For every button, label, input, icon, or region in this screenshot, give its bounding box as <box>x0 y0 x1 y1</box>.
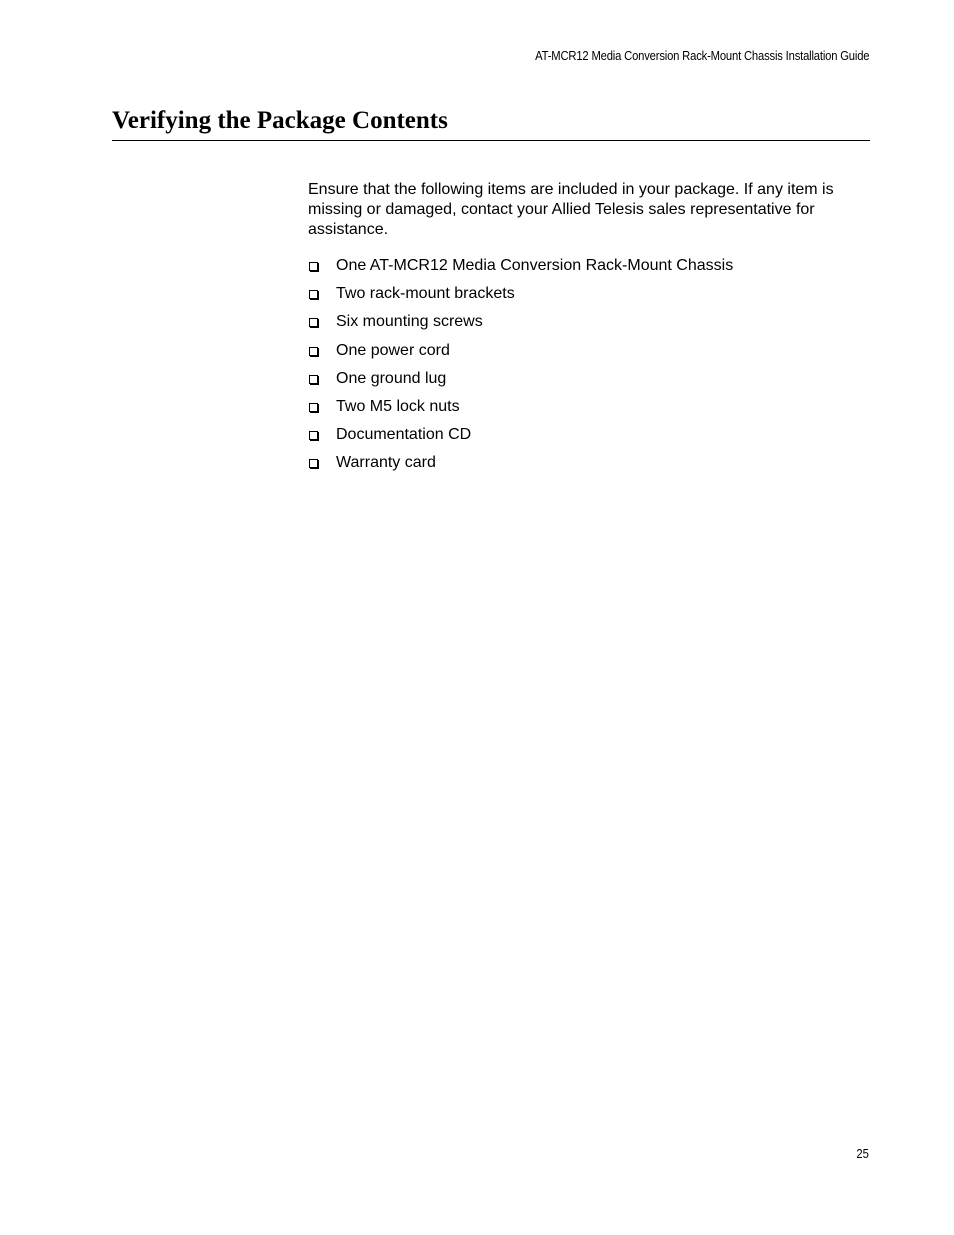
list-item-label: Documentation CD <box>336 426 472 444</box>
list-item <box>308 367 868 395</box>
list-item-label: One AT-MCR12 Media Conversion Rack-Mount Chassis <box>336 257 734 274</box>
intro-paragraph: Ensure that the following items are included in your package. If any item is missing or damaged, contact your Allied Telesis sales representative for assistance. <box>308 181 834 238</box>
list-item <box>308 310 868 338</box>
list-item <box>308 451 868 479</box>
list-item <box>308 423 868 451</box>
package-contents-list <box>308 254 868 480</box>
checkbox-bullet-icon <box>309 431 318 440</box>
section-title: Verifying the Package Contents <box>112 107 448 134</box>
checkbox-bullet-icon <box>309 459 318 468</box>
checkbox-bullet-icon <box>309 403 318 412</box>
list-item <box>308 339 868 367</box>
list-item-label: Six mounting screws <box>336 313 483 331</box>
list-item <box>308 282 868 310</box>
page-number: 25 <box>856 1147 869 1161</box>
list-item-label: Two rack-mount brackets <box>336 285 515 303</box>
checkbox-bullet-icon <box>309 347 318 356</box>
list-item-label: One ground lug <box>336 369 447 387</box>
title-rule <box>112 140 870 141</box>
list-item <box>308 395 868 423</box>
running-header: AT-MCR12 Media Conversion Rack-Mount Chassis Installation Guide <box>534 49 869 63</box>
list-item-label: Two M5 lock nuts <box>336 397 460 415</box>
checkbox-bullet-icon <box>309 375 318 384</box>
list-item-label: One power cord <box>336 341 450 359</box>
list-item-label: Warranty card <box>336 454 436 472</box>
list-item <box>308 254 868 282</box>
checkbox-bullet-icon <box>309 262 318 271</box>
checkbox-bullet-icon <box>309 318 318 327</box>
checkbox-bullet-icon <box>309 290 318 299</box>
